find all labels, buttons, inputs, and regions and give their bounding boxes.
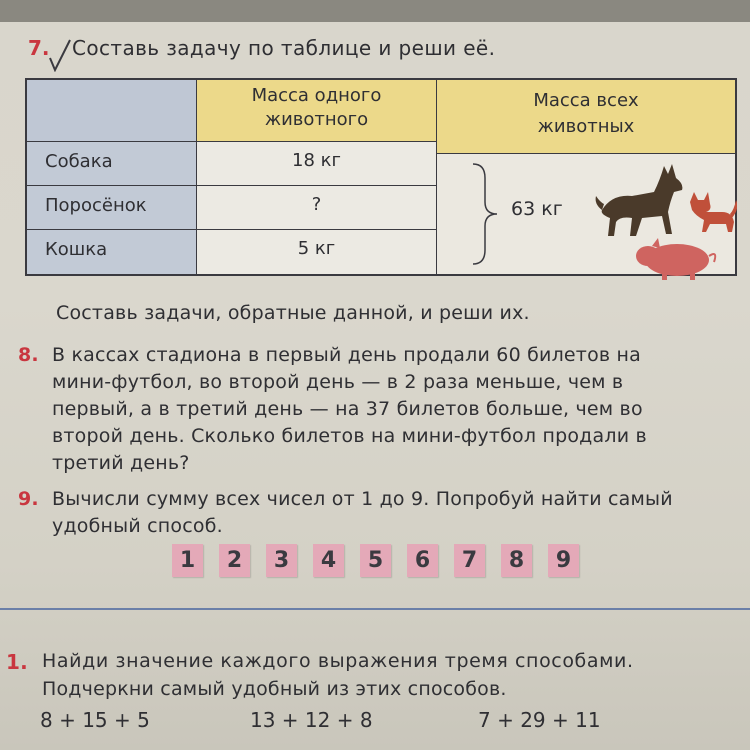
task-9-line-1: Вычисли сумму всех чисел от 1 до 9. Попробуй найти самый	[52, 488, 673, 510]
mass-table	[25, 78, 737, 276]
header-mass-one-line2: животного	[264, 109, 369, 130]
header-mass-all-line2: животных	[537, 116, 635, 137]
next-task-1-line-1: Найди значение каждого выражения тремя способами.	[42, 650, 634, 672]
row-value-piglet: ?	[197, 186, 437, 230]
header-mass-all	[437, 80, 735, 154]
row-value-cat: 5 кг	[197, 230, 437, 274]
cat-icon	[690, 192, 737, 232]
dog-icon	[596, 164, 683, 236]
row-value-dog: 18 кг	[197, 142, 437, 186]
task-8-number: 8.	[18, 344, 39, 366]
pig-icon	[636, 238, 715, 280]
task-7-subtask: Составь задачи, обратные данной, и реши их.	[56, 302, 530, 324]
number-tile: 3	[266, 544, 297, 577]
number-tile: 1	[172, 544, 203, 577]
checkmark-icon	[48, 38, 72, 72]
task-9-number: 9.	[18, 488, 39, 510]
header-mass-all-line1: Масса всех	[533, 90, 639, 111]
task-9-line-2: удобный способ.	[52, 515, 223, 537]
number-tile: 8	[501, 544, 532, 577]
task-8-line-3: первый, а в третий день — на 37 билетов больше, чем во	[52, 398, 643, 420]
task-8-line-5: третий день?	[52, 452, 190, 474]
number-tile: 2	[219, 544, 250, 577]
task-8-line-2: мини-футбол, во второй день — в 2 раза меньше, чем в	[52, 371, 624, 393]
section-divider	[0, 608, 750, 610]
animals-illustration	[592, 152, 737, 282]
task-7-number: 7.	[28, 36, 50, 60]
header-mass-one-line1: Масса одного	[251, 85, 382, 106]
task-8-line-1: В кассах стадиона в первый день продали 60 билетов на	[52, 344, 641, 366]
total-mass-value: 63 кг	[511, 198, 563, 220]
next-task-1-line-2: Подчеркни самый удобный из этих способов.	[42, 678, 507, 700]
header-mass-one	[197, 80, 437, 142]
row-label-dog: Собака	[27, 142, 197, 186]
row-label-cat: Кошка	[27, 230, 197, 274]
table-corner-cell	[27, 80, 197, 142]
number-tiles	[172, 544, 592, 580]
number-tile: 4	[313, 544, 344, 577]
number-tile: 5	[360, 544, 391, 577]
next-task-1-number: 1.	[6, 650, 28, 674]
task-7-title: Составь задачу по таблице и реши её.	[72, 36, 496, 60]
curly-brace-icon	[471, 162, 501, 266]
number-tile: 6	[407, 544, 438, 577]
number-tile: 7	[454, 544, 485, 577]
expression-2: 13 + 12 + 8	[250, 708, 373, 732]
task-8-line-4: второй день. Сколько билетов на мини-футбол продали в	[52, 425, 647, 447]
page-top-edge	[0, 0, 750, 22]
expression-3: 7 + 29 + 11	[478, 708, 601, 732]
row-label-piglet: Поросёнок	[27, 186, 197, 230]
number-tile: 9	[548, 544, 579, 577]
expression-1: 8 + 15 + 5	[40, 708, 150, 732]
